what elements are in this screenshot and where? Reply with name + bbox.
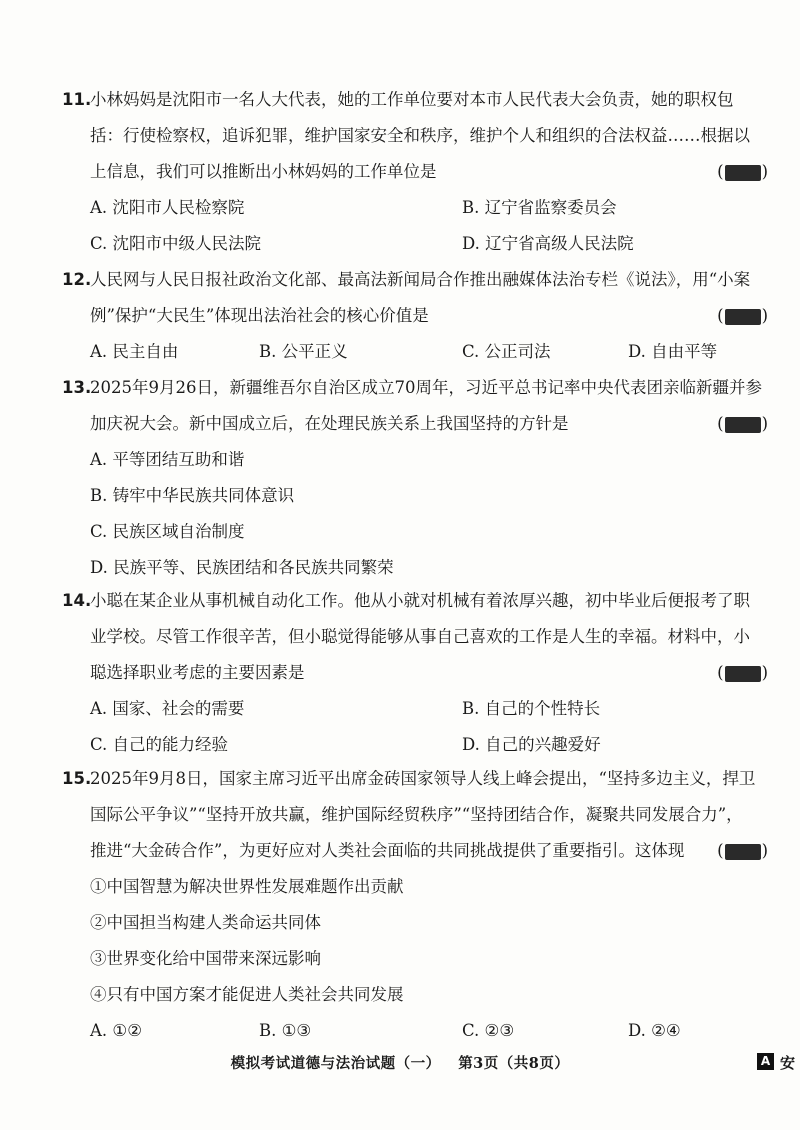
redacted-answer: [725, 165, 761, 181]
question-number: 14.: [62, 591, 92, 610]
question-text: 2025年9月8日，国家主席习近平出席金砖国家领导人线上峰会提出，“坚持多边主义，捍卫: [90, 769, 756, 788]
statement-2: ②中国担当构建人类命运共同体: [90, 913, 321, 932]
question-text: 业学校。尽管工作很辛苦，但小聪觉得能够从事自己喜欢的工作是人生的幸福。材料中，小: [90, 627, 750, 646]
option-a[interactable]: A. 民主自由: [90, 342, 179, 361]
answer-bracket: ( ): [717, 663, 768, 682]
question-text: 加庆祝大会。新中国成立后，在处理民族关系上我国坚持的方针是: [90, 414, 569, 433]
option-d[interactable]: D. ②④: [628, 1021, 681, 1040]
option-c[interactable]: C. 公正司法: [462, 342, 551, 361]
option-row: [62, 691, 768, 727]
answer-bracket: ( ): [717, 414, 768, 433]
question-11: [62, 82, 768, 262]
question-text: 小林妈妈是沈阳市一名人大代表，她的工作单位要对本市人民代表大会负责，她的职权包: [90, 90, 734, 109]
option-a[interactable]: A. ①②: [90, 1021, 142, 1040]
question-15: [62, 761, 768, 1049]
version-badge-icon: A: [757, 1053, 774, 1070]
option-a[interactable]: A. 国家、社会的需要: [90, 699, 245, 718]
question-number: 11.: [62, 90, 92, 109]
option-c[interactable]: C. 沈阳市中级人民法院: [90, 234, 262, 253]
answer-bracket: ( ): [717, 841, 768, 860]
question-13: [62, 370, 768, 586]
question-text: 小聪在某企业从事机械自动化工作。他从小就对机械有着浓厚兴趣，初中毕业后便报考了职: [90, 591, 750, 610]
option-row: [62, 1013, 768, 1049]
question-number: 13.: [62, 378, 92, 397]
question-text: 人民网与人民日报社政治文化部、最高法新闻局合作推出融媒体法治专栏《说法》，用“小案: [90, 270, 751, 289]
option-d[interactable]: D. 民族平等、民族团结和各民族共同繁荣: [90, 558, 394, 577]
option-a[interactable]: A. 沈阳市人民检察院: [90, 198, 245, 217]
question-text: 括：行使检察权，追诉犯罪，维护国家安全和秩序，维护个人和组织的合法权益……根据以: [90, 126, 750, 145]
option-c[interactable]: C. ②③: [462, 1021, 515, 1040]
answer-bracket: ( ): [717, 162, 768, 181]
question-14: [62, 583, 768, 763]
option-d[interactable]: D. 辽宁省高级人民法院: [462, 234, 634, 253]
footer-page-number: 第3页（共8页）: [458, 1055, 570, 1072]
redacted-answer: [725, 844, 761, 860]
redacted-answer: [725, 666, 761, 682]
option-row: [62, 334, 768, 370]
redacted-answer: [725, 417, 761, 433]
badge-label: 安: [780, 1054, 796, 1072]
statement-1: ①中国智慧为解决世界性发展难题作出贡献: [90, 877, 404, 896]
redacted-answer: [725, 309, 761, 325]
statement-3: ③世界变化给中国带来深远影响: [90, 949, 321, 968]
question-text: 聪选择职业考虑的主要因素是: [90, 663, 305, 682]
answer-bracket: ( ): [717, 306, 768, 325]
option-a[interactable]: A. 平等团结互助和谐: [90, 450, 245, 469]
question-text: 推进“大金砖合作”，为更好应对人类社会面临的共同挑战提供了重要指引。这体现: [90, 841, 685, 860]
option-c[interactable]: C. 自己的能力经验: [90, 735, 229, 754]
option-d[interactable]: D. 自己的兴趣爱好: [462, 735, 601, 754]
question-text: 国际公平争议”“坚持开放共赢，维护国际经贸秩序”“坚持团结合作，凝聚共同发展合力”，: [90, 805, 743, 824]
option-b[interactable]: B. 自己的个性特长: [462, 699, 601, 718]
question-text: 上信息，我们可以推断出小林妈妈的工作单位是: [90, 162, 437, 181]
question-text: 例”保护“大民生”体现出法治社会的核心价值是: [90, 306, 429, 325]
option-b[interactable]: B. 铸牢中华民族共同体意识: [90, 486, 295, 505]
option-row: [62, 727, 768, 763]
footer-title: 模拟考试道德与法治试题（一）: [230, 1055, 441, 1072]
option-c[interactable]: C. 民族区域自治制度: [90, 522, 245, 541]
option-b[interactable]: B. 辽宁省监察委员会: [462, 198, 617, 217]
page-footer: [0, 1052, 800, 1073]
option-d[interactable]: D. 自由平等: [628, 342, 718, 361]
option-row: [62, 190, 768, 226]
question-number: 15.: [62, 769, 92, 788]
question-text: 2025年9月26日，新疆维吾尔自治区成立70周年，习近平总书记率中央代表团亲临新疆并参: [90, 378, 762, 397]
option-b[interactable]: B. 公平正义: [259, 342, 348, 361]
option-row: [62, 226, 768, 262]
question-12: [62, 262, 768, 370]
question-number: 12.: [62, 270, 92, 289]
option-b[interactable]: B. ①③: [259, 1021, 312, 1040]
statement-4: ④只有中国方案才能促进人类社会共同发展: [90, 985, 404, 1004]
